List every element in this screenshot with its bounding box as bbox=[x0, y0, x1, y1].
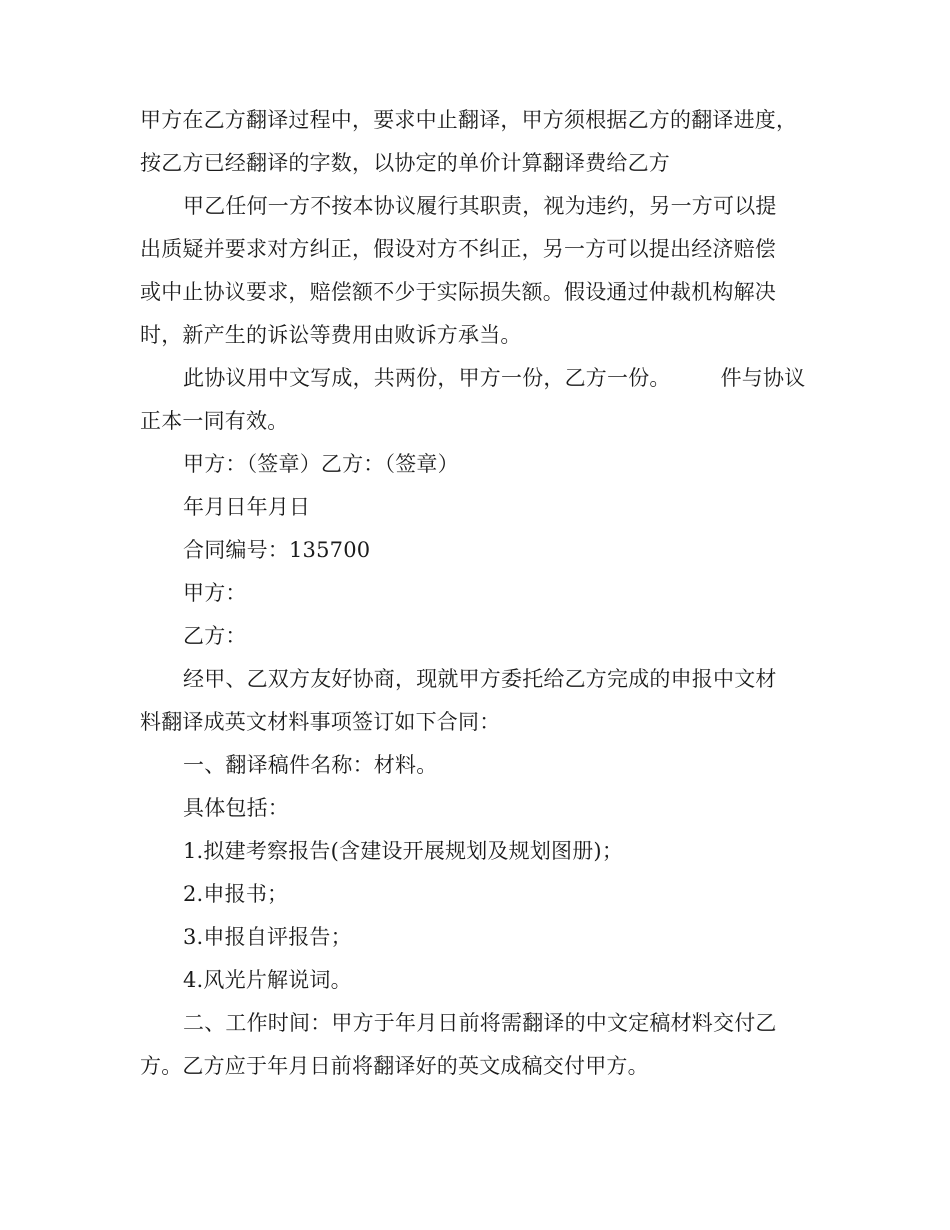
party-a-label: 甲方： bbox=[183, 581, 247, 605]
text-line: 料翻译成英文材料事项签订如下合同： bbox=[140, 710, 501, 734]
text-line: 时，新产生的诉讼等费用由败诉方承当。 bbox=[140, 323, 522, 347]
list-item: 2.申报书； bbox=[183, 882, 289, 906]
text-line: 按乙方已经翻译的字数，以协定的单价计算翻译费给乙方 bbox=[140, 151, 670, 175]
section-heading: 一、翻译稿件名称：材料。 bbox=[183, 753, 438, 777]
text-line: 或中止协议要求，赔偿额不少于实际损失额。假设通过仲裁机构解决 bbox=[140, 280, 776, 304]
signature-line: 甲方：（签章）乙方：（签章） bbox=[183, 452, 459, 476]
text-line: 经甲、乙双方友好协商，现就甲方委托给乙方完成的申报中文材 bbox=[183, 667, 777, 691]
list-item: 3.申报自评报告； bbox=[183, 925, 352, 949]
contract-number: 合同编号：135700 bbox=[183, 538, 371, 562]
party-b-label: 乙方： bbox=[183, 624, 247, 648]
list-item: 4.风光片解说词。 bbox=[183, 968, 352, 992]
text-line: 甲乙任何一方不按本协议履行其职责，视为违约，另一方可以提 bbox=[183, 194, 777, 218]
text-line: 出质疑并要求对方纠正，假设对方不纠正，另一方可以提出经济赔偿 bbox=[140, 237, 776, 261]
text-line bbox=[183, 363, 805, 393]
text-segment: 件与协议 bbox=[720, 366, 806, 390]
text-line: 方。乙方应于年月日前将翻译好的英文成稿交付甲方。 bbox=[140, 1054, 649, 1078]
text-line: 正本一同有效。 bbox=[140, 409, 289, 433]
section-heading: 二、工作时间：甲方于年月日前将需翻译的中文定稿材料交付乙 bbox=[183, 1011, 777, 1035]
text-line: 甲方在乙方翻译过程中，要求中止翻译，甲方须根据乙方的翻译进度， bbox=[140, 108, 798, 132]
list-item: 1.拟建考察报告(含建设开展规划及规划图册)； bbox=[183, 839, 624, 863]
text-segment: 此协议用中文写成，共两份，甲方一份，乙方一份。 bbox=[183, 366, 671, 390]
text-line: 具体包括： bbox=[183, 796, 289, 820]
date-line: 年月日年月日 bbox=[183, 495, 311, 519]
